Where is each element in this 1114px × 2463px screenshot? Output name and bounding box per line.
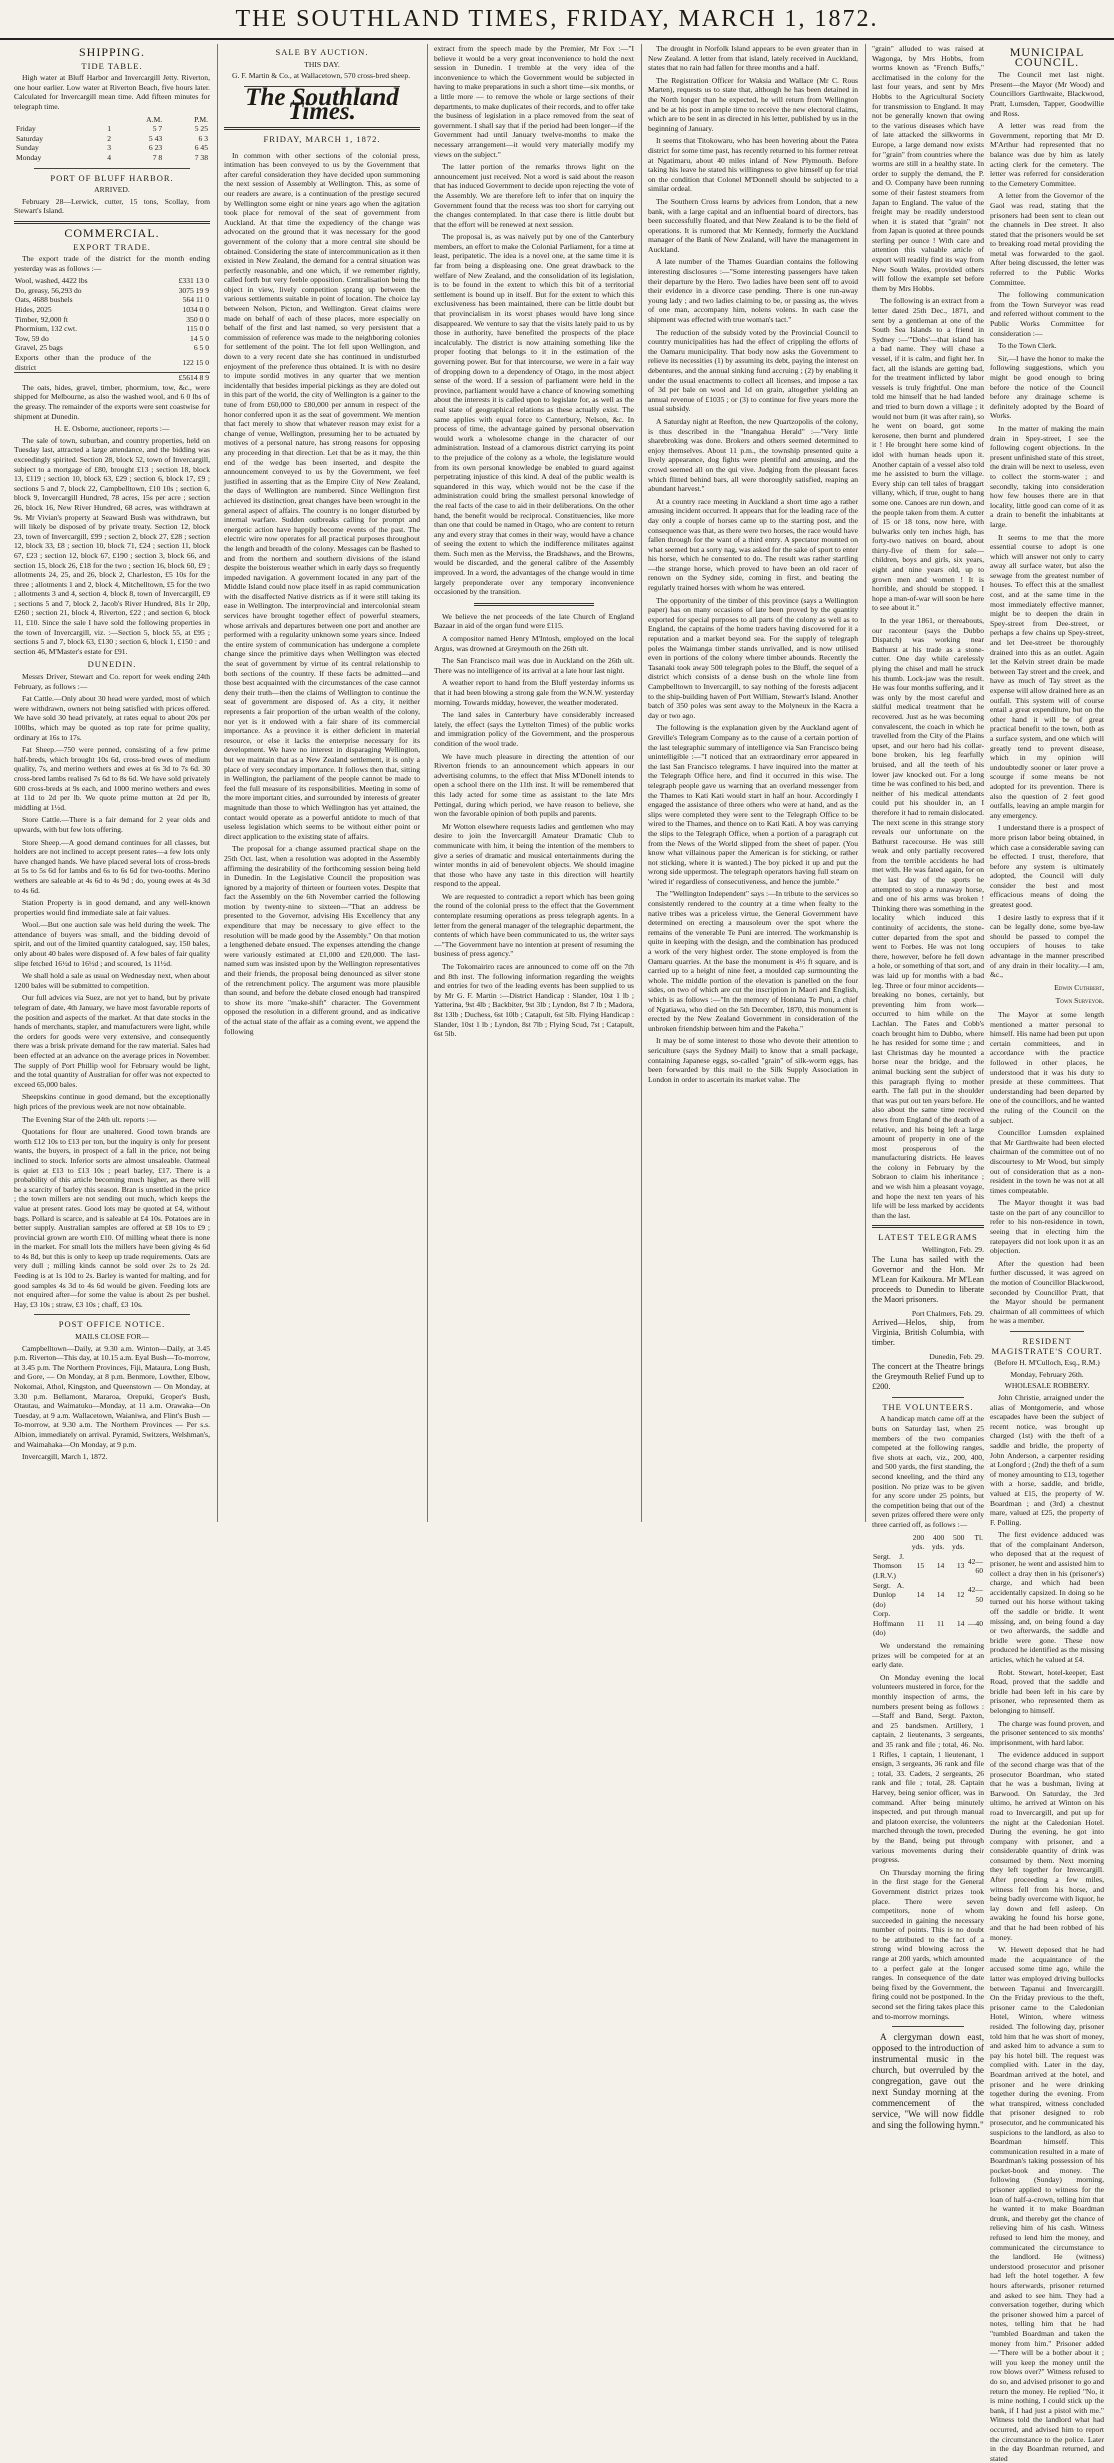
news-item: The Tokomairiro races are announced to come off on the 7th and 8th inst. The following information regarding the weights and entries for two of the leading events has been supplied to us by Mr G. F. Martin :—District Handicap : Slander, 10st 1 lb ; Yatterina, 9st 4lb ; Backbiter, 9st 3lb ; Lyndon, 8st 7 lb ; Madora, 8st 13lb ; Duchess, 6st 10lb ; Catapult, 6st 5lb. Flying Handicap : Slander, 10st 1 lb ; Lyndon, 8st 7lb ; Flying Scud, 7st ; Catapult, 6st 5lb. [434, 962, 634, 1039]
divider [34, 168, 190, 169]
divider [224, 127, 420, 130]
score-cell: 11 [936, 1618, 945, 1628]
news-item: We are requested to contradict a report which has been going the round of the colonial press to the effect that the Government contemplate resuming operations as press telegraph agents. In a letter from the general manager of the telegraphic department, the contents of which have been communicated to us, the writer says—"The Government have no intention at present of resuming the business of press agency." [434, 891, 634, 959]
post-signature: Invercargill, March 1, 1872. [22, 1452, 108, 1462]
export-value: 122 15 0 [182, 357, 209, 367]
export-item: Exports other than the produce of the district [15, 353, 151, 372]
council-paragraph: Councillor Lumsden explained that Mr Garthwaite had been elected chairman of the committee out of no discourtesy to Mr Wood, but simply out of consideration that as a non-resident in the town he was not at all times compeatable. [990, 1128, 1104, 1195]
telegram-text: The concert at the Theatre brings the Greymouth Relief Fund up to £200. [872, 1361, 984, 1391]
council-paragraph: I understand there is a prospect of more prison labor being obtained, in which case a considerable saving can be effected. I trust, therefore, that before any system is ultimately adopted, the Council will duly consider the best and most efficacious means of doing the greatest good. [990, 823, 1104, 910]
divider [872, 1225, 984, 1228]
news-item: The land sales in Canterbury have considerably increased lately, the effect (says the Lyttelton Times) of the public works and immigration policy of the Government, and the prosperous condition of the wool trade. [434, 710, 634, 748]
scores-table [872, 1533, 984, 1639]
export-item: Do, greasy, 56,293 do [15, 285, 82, 295]
news-item: A weather report to hand from the Bluff yesterday informs us that it had been blowing a strong gale from the W.N.W. yesterday morning. Towards midday, however, the weather moderated. [434, 678, 634, 707]
page-columns [14, 44, 1104, 2463]
dunedin-paragraph: Fat Sheep.—750 were penned, consisting of a few prime half-breds, which brought 10s 6d, cross-bred ewes of medium quality, 7s, and merino wethers and ewes at 6s 3d to 7s 6d. 30 cross-bred lambs realised 7s 6d to 8s 6d. We have sold privately 600 cross-breds at 9s each, and 1000 merino wethers and ewes at 11d to 2d per lb. We quote prime mutton at 2d per lb, middling at 1½d. [14, 745, 210, 812]
tide-date: 3 [107, 143, 112, 153]
column-5-right [990, 44, 1104, 2463]
dunedin-paragraph: Store Cattle.—There is a fair demand for 2 year olds and upwards, with but few lots offering. [14, 815, 210, 834]
telegram-text: Arrived—Helos, ship, from Virginia, British Columbia, with timber. [872, 1318, 984, 1348]
export-item: Gravel, 25 bags [15, 343, 63, 353]
export-value: 1034 0 0 [182, 305, 209, 315]
council-paragraph: A letter from the Governor of the Gaol was read, stating that the prisoners had been sent to clean out the channels in Dee street. It also stated that the prisoners would be set to breaking road metal providing the metal was forwarded to the gaol. After being discussed, the letter was referred to the Public Works Committee. [990, 191, 1104, 287]
export-value: 14 5 0 [190, 333, 209, 343]
news-item: In the year 1861, or thereabouts, our raconteur (says the Dubbo Dispatch) was working near Bathurst at his trade as a stone-cutter. One day while carelessly plying the chisel and mall he struck his thumb. Lock-jaw was the result. He was four months suffering, and it was only by the most careful and skilful medical treatment that he recovered. Just as he was becoming convalescent, the coach in which he travelled from the City of the Plains upset, and our hero had his collar-bone broken, his leg fearfully bruised, and all the teeth of his lower jaw knocked out. For a long time he was confined to his bed, and neither of his medical attendants could put his shoulder in, an I therefore it had to remain dislocated. The next scene in this strange story reveals our unfortunate on the Bathurst racecourse. He was still weak and only partially recovered from the terrible accidents he had met with. He was fated again, for on the last day of the sports he attempted to stop a runaway horse, and one of his arms was broken ! Thinking there was something in the locality which induced this continuity of accidents, the stone-cutter departed from the spot and went to Forbes. He was not long there, however, before he fell down a hole, or something of that sort, and was laid up for months with a bad leg. Three or four minor accidents—breaking no bones, certainly, but preventing him from work—occurred to him while on the Lachlan. The Fates and Cobb's coach brought him to Dubbo, where he has resided for some time ; and last Christmas day he mounted a horse near the bridge, and the animal bucking sent the subject of this paragraph flying to mother earth. The fall put in the shoulder that was put out ten years before. He also about the same time received news from England of the death of a relative, and his being left a large amount of property in one of the most prosperous of the manufacturing districts. He leaves the colony in February by the Sobraon to claim his inheritance ; and we wish him a pleasant voyage, and hope the next ten years of his life will be less marked by accidents than the last. [872, 616, 984, 1220]
export-item: Timber, 92,000 ft [15, 314, 68, 324]
volunteers-heading: THE VOLUNTEERS. [882, 1401, 974, 1412]
municipal-council-heading: MUNICIPAL COUNCIL. [1009, 45, 1085, 69]
news-item: The opportunity of the timber of this province (says a Wellington paper) has on many occasions of late been proved by the quantity exported for special purposes to all parts of the colony as well as to England, the captains of the home traders having discovered for it a reputation and a market beyond sea. For the supply of telegraph poles the Waimanga timber stands unrivalled, and is now utilised even in portions of the colony where timber abounds. Recently the Tasanaki took away 500 telegraph poles to the Bluff, the sequel of a district which consists of a dense bush on the whole line from Campbelltown to Invercargill, to say nothing of the forests adjacent to the ship-building haven of Port William, Stewart's Island. Another batch of 350 poles was sent away to the Molyneux in the Kacra a day or two ago. [648, 595, 858, 720]
export-value: 3075 19 9 [178, 285, 209, 295]
tide-day: Monday [16, 152, 42, 162]
flag-title: The Southland Times. [245, 83, 399, 126]
news-item: The drought in Norfolk Island appears to be even greater than in New Zealand. A letter from that island, lately received in Auckland, states that no rain had fallen for three months and a half. [648, 44, 858, 73]
tide-am: 5 43 [148, 133, 163, 143]
dunedin-paragraph: We shall hold a sale as usual on Wednesday next, when about 1200 bales will be submitted to competition. [14, 971, 210, 990]
council-paragraph: The Council met last night. Present—the Mayor (Mr Wood) and Councillors Garthwaite, Blackwood, Pratt, Lumsden, Tapper, Goodwillie and Ross. [990, 70, 1104, 118]
divider [892, 1397, 964, 1398]
court-paragraph: The first evidence adduced was that of the complainant Anderson, who deposed that at the request of prisoner, he went and assisted him to collect a dray then in his (prisoner's) charge, and which had been accidentally capsized. In doing so he turned out his horse without taking off the saddle or bridle. It went missing, and, on being found a day or two afterwards, the saddle and bridle were gone. These now produced he identified as the missing articles, which he valued at £4. [990, 1530, 1104, 1664]
tide-day: Saturday [16, 133, 43, 143]
news-item: The reduction of the subsidy voted by the Provincial Council to country municipalities has had the effect of crippling the efforts of the Oamaru municipality. That body now asks the Government to relieve its necessities (1) by assuming its debt, paying the interest on debentures, and the annual sinking fund accruing ; (2) by enabling it under the usual enactments to collect all licenses, and impose a tax of 3d per bale on wool and 1d on grain, altogether yielding an annual revenue of £1035 ; or (3) to continue for five years more the usual subsidy. [648, 327, 858, 414]
scores-header-cell: 400 [932, 1532, 945, 1542]
leader-paragraph: extract from the speech made by the Premier, Mr Fox :—"I believe it would be a very great inconvenience to hold the next session in Dunedin. I tremble at the very idea of the inconvenience to which the Government would be subjected in having to make preparations in such a short time—six months, or a little more — to remove the whole or large sections of their departments, to make duplicates of their records, and to offer take the business of legislation in a place removed from the seat of government. I shall say that if the period had been longer—if the Government had until January twelve-months to make the necessary arrangement—it would very materially modify my views on the subject." [434, 44, 634, 159]
news-item: Mr Wotton elsewhere requests ladies and gentlemen who may desire to join the Invercargill Amateur Dramatic Club to communicate with him, it being the intention of the members to give a series of dramatic and musical entertainments during the winter months in aid of benevolent objects. We should imagine that those who have any taste in this direction will heartily respond to the appeal. [434, 821, 634, 889]
shipping-heading: SHIPPING. [78, 45, 145, 59]
council-paragraph: The Mayor thought it was bad taste on the part of any councillor to refer to his non-residence in town, seeing that in electing him the ratepayers did not look upon it as an objection. [990, 1198, 1104, 1256]
export-row [14, 315, 210, 325]
post-office-heading: POST OFFICE NOTICE. [58, 1319, 166, 1330]
arrived-label: ARRIVED. [94, 185, 130, 195]
council-paragraph: The Mayor at some length mentioned a matter personal to himself. His name had been put upon certain committees, and in accordance with the practice followed in other places, he understood that it was his duty to preside at these committees. That understanding had been departed by one of the councillors, and he wanted the ruling of the Council on the subject. [990, 1010, 1104, 1125]
score-total: —40 [967, 1618, 983, 1628]
export-item: Hides, 2025 [15, 305, 52, 315]
tide-header-cell: A.M. [146, 114, 163, 124]
score-cell: 11 [916, 1618, 925, 1628]
council-paragraph: I desire lastly to express that if it can be legally done, some bye-law should be passed to compel the occupiers of houses to take advantage in the manner prescribed of any drain in their locality.—I am, &c., [990, 912, 1104, 980]
news-item: "grain" alluded to was raised at Wagonga, by Mrs Hobbs, from worms known as "French Buffs," acclimatised in the colony for the last four years, and sent by Mrs Hobbs to the Agricultural Society for transmission to England. It may not be generally known that owing to the various diseases which have of late attacked the silkworms in Europe, a large demand now exists for "grain" from countries where the worms are still in a healthy state. In order to supply the demand, the P. and O. Company have been running some of their fastest steamers from Japan to England. The value of the freight may be readily understood when it is stated that "grain" not from Japan is quoted at three pounds sterling per ounce ! With care and attention this valuable article of export will readily find its way from New South Wales, provided others will follow the example set before them by Mrs Hobbs. [872, 44, 984, 293]
osborne-heading: H. E. Osborne, auctioneer, reports :— [54, 424, 170, 434]
council-paragraph: A letter was read from the Government, reporting that Mr D. M'Arthur had represented that no balance was due by him as lately acting clerk for the cemetery. The letter was referred for consideration to the Cemetery Committee. [990, 121, 1104, 188]
score-cell: 13 [956, 1561, 965, 1571]
court-heading: RESIDENT MAGISTRATE'S COURT. [991, 1336, 1103, 1356]
tide-date: 4 [107, 152, 112, 162]
news-item: At a country race meeting in Auckland a short time ago a rather amusing incident occurred. It appears that for the leading race of the day only a couple of horses came up to the starting post, and the consequence was that, as there were two horses, the race would have fallen through for the want of a third entry. A spectator mounted on what seemed but a sorry nag, was asked for the sake of sport to enter his horse, which he consented to do. The result was rather startling—the strange horse, which proved to have been an old racer of renown on the Sydney side, coming in first, and beating the regularly trained horses with whom he was entered. [648, 496, 858, 593]
export-row [14, 305, 210, 315]
commercial-heading: COMMERCIAL. [64, 225, 160, 240]
scores-header-cell: 500 [953, 1532, 965, 1542]
leader-paragraph: The proposal is, as was naively put by one of the Canterbury members, an effort to make the Colonial Parliament, for a time at least, peripatetic. The idea is a novel one, at the same time it is far from being a displeasing one. One great drawback to the welfare of New Zealand, and the consolidation of its legislation, is to be found in the extent to which this bit of a territorial settlement is bound up in itself. But for the extent to which this exclusiveness has been maintained, there can be little doubt but that provincialism in its worst phases would have long since disappeared. We venture to say that the visits lately paid to us by those in authority, have benefited the prospects of the place incalculably. The district is now attaining something like the proper footing that belongs to it in the estimation of the governing power. But for that intercourse, we were in a fair way of dropping down to a dependency of Otago, in the most abject sense of the word. If a session of parliament were held in the province, parliament would have a chance of knowing something about the interests it is called upon to legislate for, as well as the real state of geographical relations as these actually exist. The same applies with equal force to Canterbury, Nelson, &c. In process of time, the advantage gained by personal observation would work a wholesome change in the character of our administration. Instead of a clamorous district carrying its point to the prejudice of the colony as a whole, the legislature would from its own personal knowledge be enabled to guard against perpetrating injustice of this kind. A deal of the public wealth is squandered in this way, which would not be the case if the administration could bring the smallest personal knowledge of the real facts of the case to aid in their deliberations. On the other hand, the benefit would be reciprocal. Constituencies, like more than one that could be named in Otago, who are content to return any and every stray that comes in their way, would have a chance of seeing the extent to which the indifference militates against them. Such men as the Merviss, the Bradshaws, and the Browns, would be discarded, and the general calibre of the Assembly improved. In a word, the advantages of the change would in time largely preponderate over any temporary inconvenience occasioned by the transition. [434, 232, 634, 597]
dunedin-heading: DUNEDIN. [87, 659, 137, 670]
council-paragraph: The following communication from the Town Surveyor was read and referred without comment to the Public Works Committee for consideration :— [990, 290, 1104, 338]
export-item: Oats, 4688 bushels [15, 295, 73, 305]
export-intro: The export trade of the district for the month ending yesterday was as follows :— [14, 254, 210, 273]
news-item: It seems that Titokowaru, who has been hovering about the Patea district for some time past, has recently returned to his former retreat at Ngatimaru, about 40 miles inland of New Plymouth. Before taking his leave he stated his willingness to give himself up for trial on the condition that Colonel M'Donnell should be subjected to a similar ordeal. [648, 136, 858, 194]
scores-header-row [872, 1533, 984, 1543]
column-5 [872, 44, 1104, 2463]
scores-unit-cell: yds. [951, 1542, 965, 1552]
divider [14, 221, 210, 224]
export-row [14, 334, 210, 344]
export-row [14, 343, 210, 353]
export-row [14, 286, 210, 296]
mails-text: Campbelltown—Daily, at 9.30 a.m. Winton—Daily, at 3.45 p.m. Riverton—This day, at 10.15 a.m. Eyal Bush—To-morrow, at 3.45 p.m. The Northern Provinces, Fiji, Mataura, Long Bush, and Gore, — On Monday, at 8 p.m. Benmore, Lowther, Elbow, Nokomai, Athol, Kingston, and Queenstown — On Monday, at 3.30 p.m. Bellamont, Mararoa, Orepuki, Groper's Bush, Otautau, and Waimatuku—Monday, at 11 a.m. Orawaka—On Tuesday, at 9 a.m. Wallacetown, Waianiwa, and Flint's Bush — To-morrow, at 9.30 a.m. The Northern Provinces — Per s.s. Albion, immediately on arrival. Pyramid, Switzers, Welshman's, and Waimahaka—On Monday, at 9 p.m. [14, 1343, 210, 1449]
sale-text: G. F. Martin & Co., at Wallacetown, 570 cross-bred sheep. [232, 71, 411, 81]
dunedin-paragraph: Store Sheep.—A good demand continues for all classes, but holders are not inclined to accept present rates—a few lots only have changed hands. We have placed several lots of cross-breds at 5s to 5s 6d for lambs and 6s to 6s 6d for two-tooths. Merino wethers are saleable at 4s 6d to 4s 9d ; do, young ewes at 4s 3d to 4s 6d. [14, 837, 210, 895]
scores-units-row [872, 1542, 984, 1552]
tide-pm: 6 45 [194, 143, 208, 153]
closing-anecdote: A clergyman down east, opposed to the introduction of instrumental music in the church, but overruled by the congregation, gave out the next Sunday morning at the commencement of the service, "We will now fiddle and sing the following hymn." [872, 2032, 984, 2131]
divider [1010, 1331, 1084, 1332]
export-table [14, 276, 210, 383]
council-paragraph: In the matter of making the main drain in Spey-street, I see the following cogent objections. In the present unfinished state of this street, the drain will be next to useless, even to collect the storm-water ; and secondly, taking into consideration how few houses there are in that locality, little good can come of it as a drain to benefit the inhabitants at large. [990, 423, 1104, 529]
export-item: Phormium, 132 cwt. [15, 324, 78, 334]
export-value: 6 5 0 [193, 343, 209, 353]
arrived-text: February 28—Lerwick, cutter, 15 tons, Scollay, from Stewart's Island. [14, 196, 210, 216]
case-title: WHOLESALE ROBBERY. [1004, 1381, 1090, 1391]
council-paragraph: After the question had been further discussed, it was agreed on the motion of Councillor Blackwood, seconded by Councillor Pratt, that the Mayor should be permanent chairman of all committees of which he was a member. [990, 1258, 1104, 1326]
telegram-place: Wellington, Feb. 29. [921, 1245, 984, 1255]
telegram-item [872, 1245, 984, 1305]
volunteers-paragraph: On Monday evening the local volunteers mustered in force, for the monthly inspection of arms, the numbers present being as follows :—Staff and Band, Sergt. Paxton, and 25 bandsmen. Artillery, 1 captain, 2 lieutenants, 3 sergeants, and 35 rank and file ; total, 46. No. 1 Rifles, 1 captain, 1 lieutenant, 1 ensign, 3 sergeants, 36 rank and file ; total, 33. Cadets, 2 sergeants, 26 rank and file ; total, 28. Captain Harvey, being senior officer, was in command. After being minutely inspected, and put through manual and platoon exercise, the volunteers marched through the town, preceded by the Band, being put through various movements during their progress. [872, 1672, 984, 1865]
export-value: £331 13 0 [178, 276, 209, 286]
tide-row [14, 143, 210, 153]
telegram-place: Dunedin, Feb. 29. [929, 1352, 984, 1362]
export-note: The oats, hides, gravel, timber, phormium, tow, &c., were shipped for Melbourne, as also the washed wool, and 6 0 lbs of the greasy. The remainder of the exports were sent coastwise for shipment at Dunedin. [14, 382, 210, 421]
signature-title: Town Surveyor. [1055, 996, 1104, 1006]
letter-address: To the Town Clerk. [998, 341, 1057, 351]
news-item: The Southern Cross learns by advices from London, that a new bank, with a large capital and an influential board of directors, has been successfully floated, and that New Zealand is to be the field of operations. It is rumored that Mr Kennedy, formerly the Auckland manager of the Bank of New Zealand, will have the management in Auckland. [648, 196, 858, 254]
export-trade-heading: EXPORT TRADE. [73, 241, 151, 252]
sale-day: THIS DAY. [304, 59, 340, 69]
export-value: 115 0 0 [186, 324, 209, 334]
export-row [14, 276, 210, 286]
news-item: The San Francisco mail was due in Auckland on the 26th ult. There was no intelligence of its arrival at a late hour last night. [434, 656, 634, 675]
news-item: The following is the explanation given by the Auckland agent of Greville's Telegram Company as to the cause of a certain portion of the last telegraphic summary of intelligence via San Francisco being unintelligible :—"I noticed that an extraordinary error appeared in the last San Francisco telegrams. I have inquired into the matter at the Telegraph Office here, and find it occurred in this wise. The telegraph people gave us warning that an overland messenger from the Thames to Kati Kati would start in half an hour. Accordingly I engaged the assistance of three others who were at hand, and as the slips were completed they were sent to the Telegraph Office to be wired to the Thames, and thence on to Kati Kati. A boy was carrying the slips to the Telegraph Office, when a portion of a paragraph cut from the News of the World slipped from the sheet of paper. (You know what villainous paper the American is for sticking, or rather not sticking, where it is wanted.) The boy picked it up and put the wrong side uppermost. The telegraph operators having full steam on 'wired it' regardless of consecutiveness, and hence the jumble." [648, 723, 858, 886]
court-before: (Before H. M'Culloch, Esq., R.M.) [994, 1358, 1100, 1368]
signature-name: Edwin Cuthbert, [1054, 982, 1104, 992]
scores-unit-cell: yds. [911, 1542, 925, 1552]
export-value: 564 11 0 [182, 295, 209, 305]
tide-pm: 7 38 [194, 152, 208, 162]
news-item: It may be of some interest to those who devote their attention to sericulture (says the Sydney Mail) to know that a small package, containing Japanese eggs, so-called "grain" of silk-worm eggs, has been forwarded by this mail to the Silk Supply Association in London in order to ascertain its market value. The [648, 1036, 858, 1084]
court-paragraph: The charge was found proven, and the prisoner sentenced to six months' imprisonment, with hard labor. [990, 1718, 1104, 1747]
tide-intro: High water at Bluff Harbor and Invercargill Jetty. Riverton, one hour earlier. Low water at Riverton Beach, five hours later. Calculated for Invercargill mean time. Add fifteen minutes for telegraph time. [14, 73, 210, 111]
export-total-row [14, 373, 210, 383]
telegram-text: The Luna has sailed with the Governor and the Hon. Mr M'Lean for Kaikoura. Mr M'Lean proceeds to Dunedin to liberate the Maori prisoners. [872, 1254, 984, 1304]
newspaper-flag [224, 83, 420, 126]
news-item: A Saturday night at Reefton, the new Quartzopolis of the colony, is thus described in the "Inangahua Herald" :—"Very little sharebroking was done. Brokers and others seemed determined to enjoy themselves. About 11 p.m., the township presented quite a lively appearance, dog fights were plentiful and amusing, and the crowd seemed all on the qui vive. Judging from the pleasant faces which flitted behind bars, all were thoroughly satisfied, reaping an abundant harvest." [648, 416, 858, 494]
news-item: We have much pleasure in directing the attention of our Riverton friends to an announcement which appears in our advertising columns, to the effect that Miss M'Donell intends to open a school there on the 11th inst. It will be remembered that this lady acted for some time as assistant to the late Mrs Pettingal, during which period, we have reason to believe, she won the favorable opinion of both pupils and parents. [434, 751, 634, 819]
tide-am: 6 23 [148, 143, 163, 153]
export-row [14, 324, 210, 334]
sale-heading: SALE BY AUCTION. [275, 47, 369, 57]
tide-row [14, 134, 210, 144]
osborne-report: The sale of town, suburban, and country properties, held on Tuesday last, attracted a large attendance, and the bidding was exceedingly spirited. Section 28, block 52, town of Invercargill, subject to a mortgage of £80, brought £13 ; section 18, block 13, £119 ; section 10, block 63, £29 ; section 6, block 17, £9 ; sections 5 and 7, block 22, Campbelltown, £10 10s ; section 6, block 9, Invercargill Hundred, 78 acres, 15s per acre ; section 26, block 16, New River Hundred, 68 acres, was withdrawn at 9s. Mr Vivian's property at Seaward Bush was withdrawn, but will likely be disposed of by private treaty. Section 12, block 23, town of Invercargill, £99 ; section 2, block 27, £28 ; section 12, block 33, £8 ; section 10, block 71, £24 ; section 11, block 67, £23 ; section 12, block 67, £190 ; section 3, block 66, and section 15, block 26, £18 for the two ; section 16, block 60, £9 ; allotments 24, 25, and 26, block 2, Charleston, £5 10s for the three ; allotments 1 and 2, block 4, Mitchelltown, £5 for the two ; allotments 3 and 4, section 4, block 8, town of Invercargill, £9 ; sections 5 and 7, block 2, Jacob's River Hundred, 81s 1r 20p, £260 ; section 21, block 4, Riverton, £22 ; and section 6, block 11, £10. Since the sale I have sold the following properties in the town of Invercargill, viz. :—Section 5, block 55, at £95 ; sections 5 and 7, block 63, £130 ; section 6, block 1, £150 : and section 46, M'Master's estate for £91. [14, 435, 210, 656]
telegram-item [872, 1352, 984, 1392]
score-cell: 14 [936, 1590, 945, 1600]
telegram-place: Port Chalmers, Feb. 29. [911, 1308, 984, 1318]
tide-date: 1 [107, 124, 112, 134]
scores-row [872, 1609, 984, 1638]
export-row [14, 295, 210, 305]
dunedin-paragraph: Fat Cattle.—Only about 30 head were yarded, most of which were withdrawn, owners not being satisfied with prices offered. We have sold 30 head privately, at rates equal to about 20s per 100lbs, which may be quoted as top rate for prime quality, ordinary at 16s to 17s. [14, 694, 210, 742]
port-heading: PORT OF BLUFF HARBOR. [50, 172, 174, 183]
leader-paragraph: The proposal for a change assumed practical shape on the 25th Oct. last, when a resolution was adopted in the Assembly affirming the desirability of the forthcoming session being held in Dunedin. In the Legislative Council the proposition was ignored by a majority of thirteen or fourteen votes. Despite that fact the Assembly on the 6th November carried the following motion by twenty-nine to sixteen—"That an address be presented to the Governor, advising His Excellency that any expenditure that may be necessary to give effect to the resolution will be made good by the Assembly." On that motion a lengthened debate ensued. The expenses attending the change were variously estimated at £1,000 and £20,000. The last-named sum was insisted upon by the Wellington representatives and their friends, the proposal being denounced as silver stone of the retrenchment policy. The argument was more plausible than sound, and before the debate closed enough had transpired to show its more "make-shift" character. The Government opposed the resolution in a different ground, and as indicative of the actual state of the affair as a coming event, we append the following [224, 844, 420, 1036]
competitor-name: Sergt. A. Dunlop (do) [873, 1580, 905, 1609]
news-item: The following is an extract from a letter dated 25th Dec., 1871, and sent by a gentleman at one of the South Sea Islands to a friend in Sydney :—"'Dobs'—that island has a bad name. They will chase a vessel, if it is calm, and fight her. In fact, all the islands are getting bad, for the treatment inflicted by labor vessels is truly frightful. One man told me himself that he had landed and tried to burn down a village ; it would not burn (it was after rain), so he went on board, got some kerosene, then burnt and plundered it ! He brought here some kind of idol with human heads upon it. Another captain of a vessel also told me he assisted to burn the village. Every ship can tell tales of braggart villany, which, if true, ought to hang some one. Canoes are run down, and the people taken from them. A cutter of 15 or 18 tons, now here, with bulwarks only ten inches high, has forty-two natives on board, about thirty-five of them for sale—children, boys and girls, six years, eight and nine years old, up to grown men and women ! It is horrible, and should be stopped. I hope a man-of-war will soon be here to see about it." [872, 296, 984, 613]
tide-table [14, 115, 210, 163]
export-row [14, 353, 210, 373]
divider [892, 2026, 964, 2027]
column-4 [648, 44, 858, 1522]
dunedin-intro: Messrs Driver, Stewart and Co. report for week ending 24th February, as follows :— [14, 672, 210, 691]
tide-header-cell: P.M. [194, 114, 208, 124]
column-3 [434, 44, 634, 1522]
volunteers-paragraph: On Thursday morning the firing in the first stage for the General Government district prizes took place. There were seven competitors, none of whom succeeded in gaining the necessary number of points. This is no doubt to be attributed to the fact of a strong wind blowing across the range at 200 yards, which amounted to a perfect gale at the longer ranges. In consequence of the date being fixed by the Government, the firing could not be postponed. In the second set the firing takes place this and to-morrow mornings. [872, 1867, 984, 2021]
leader-paragraph: The latter portion of the remarks throws light on the announcement just received. Not a word is said about the reason that has induced Government to decide upon rejecting the vote of the Assembly. We are therefore left to infer that on inquiry the Government found that the recess was too short for carrying out the changes contemplated. In that case there is little doubt but that the effort will be renewed at next session. [434, 162, 634, 229]
score-cell: 14 [936, 1561, 945, 1571]
column-2 [224, 44, 420, 1522]
dunedin-paragraph: Quotations for flour are unaltered. Good town brands are worth £12 10s to £13 per ton, but the inquiry is only for present wants, the buyers, in prospect of a fall in the price, not being inclined to stock. Inferior sorts are almost unsaleable. Oatmeal is quiet at £13 to £13 10s ; pearl barley, £17. There is a probability of this article becoming much higher, as there will be a scarcity of barley this season. Bran is unsettled in the price ; the town millers are not sending out much, which keeps the value at present rates. Good lots may be quoted at £4, without bags. Pollard is scarce, and is saleable at £4 10s. Potatoes are in better supply. Australian samples are offered at £8 10s to £9 ; provincial grown are worth £10. Of milling wheat there is none in the market. For small lots the millers have been giving 4s 6d to 4s 8d, but this is only to keep up trade requirements. Oats are very dull ; milling kinds cannot be sold over 2s to 2s 2d. Feeding is at 1s 10d to 2s. Barley is wanted for malting, and for good samples 4s 3d to 4s 6d would be given. Feeding lots are not enquired after—for some the value is about 2s per bushel. Hay, £3 10s ; straw, £3 10s ; chaff, £3 10s. [14, 1127, 210, 1309]
divider [474, 603, 594, 606]
news-item: The Registration Officer for Waksia and Wallace (Mr C. Rous Marten), requests us to state that, although he has been detained in the North longer than he expected, he will return from Wellington and be at his post in ample time to receive the new electoral claims, which are to be sent in as directed in his letter, published by us in the beginning of January. [648, 75, 858, 133]
export-total: £5614 8 9 [152, 373, 210, 383]
tide-day: Friday [16, 124, 36, 134]
tide-day: Sunday [16, 143, 39, 153]
dunedin-paragraph: Station Property is in good demand, and any well-known properties would find immediate sale at fair values. [14, 898, 210, 917]
leader-paragraph: In common with other sections of the colonial press, intimation has been conveyed to us by the Government that after careful consideration they have decided upon summoning the next session of Assembly at Wellington. This, as some of our readers are aware, is a continuation of the prestige secured by Wellington some eight or nine years ago when the agitation took place for removal of the seat of government from Auckland. At that time the expediency of the change was advocated on the ground that it was necessary for the good government of the colony that a more central site should be obtained. Considering the state of intercommunication as it then existed in New Zealand, the demand for a central situation was perfectly reasonable, and one which, if we remember rightly, called forth but very feeble opposition. Centralisation being the object in view, lively competition sprang up between the various settlements suitable in point of location. The choice lay between Nelson, Picton, and Wellington. Great claims were made on behalf of each of these places, more especially on behalf of the first and last named, so very persistent that a commission of reference was made to the neighboring colonies for settlement of the point. The lot fell upon Wellington, and down to a very recent date she has continued in undisturbed enjoyment of the preference thus obtained. It is with no desire to impute sordid motives in any quarter that we mention incidentally that besides imperial pickings as they are doled out in this part of the world, the city of Wellington is a gainer to the tune of from £60,000 to £80,000 per annum in respect of the honor conferred upon it as the seat of government. We mention that fact merely to show that whatever reason may exist for a change of venue, Wellington, presuming her to be actuated by motives of a personal nature, has strong reasons for opposing any proceeding in that direction. Let that be as it may, the thin end of the wedge has been inserted, and despite the announcement conveyed to us by the Government, we feel justified in asserting that as the Empire City of New Zealand, the days of Wellington are numbered. Since Wellington first achieved its distinction, great changes have been wrought in the general aspect of affairs. The country is no longer disturbed by internal warfare. Sudden outbreaks calling for prompt and energetic action have happily become events of the past. The electric wire now operates for all practical purposes throughout the length and breadth of the colony. Messages can be flashed to and from the northern and southern divisions of the island despite the boisterous weather which in early days so frequently impeded navigation. A government located in any part of the Middle Island could now place itself in as rapid communication with the disaffected Native districts as if it were still taking its ease in Wellington. The interprovincial and intercolonial steam services have brought together effect of powerful steamers, whose arrivals and departures between one port and another are performed with a regularity unknown some years since. Indeed the entire system of communication has undergone a complete change since the primitive days when Wellington was elected the seat of government by virtue of its central relationship to both sections of the country. If these facts be admitted—and those best acquainted with the circumstances of the case cannot deny their truth—then the claims of Wellington to continue the seat of government are disposed of. As a city, it neither represents a fair proportion of the urban wealth of the colony, nor yet is it endowed with a fair share of its commercial importance. As a province it is either deficient in material resource, or else it lacks the enterprise necessary for its development. We have no interest in disparaging Wellington, but we maintain that as a New Zealand settlement, it is only a place of very secondary importance. It follows then that, sitting in Wellington, the parliament of the people cannot be made to feel the full measure of its responsibilities. Meeting in some of the more important cities, and surrounded by interests of greater magnitude than those to which Wellington has yet attained, the contact would operate as a powerful antidote to much of that useless legislation which seems to be without either point or direct application to the existing state of affairs. [224, 150, 420, 841]
scores-header-cell: Tl. [974, 1532, 983, 1542]
telegrams-heading: LATEST TELEGRAMS [878, 1232, 978, 1243]
dunedin-paragraph: The Evening Star of the 24th ult. reports :— [22, 1114, 157, 1124]
dunedin-paragraph: Sheepskins continue in good demand, but the exceptionally high prices of the previous week are not now obtainable. [14, 1092, 210, 1111]
mails-label: MAILS CLOSE FOR— [75, 1332, 149, 1342]
score-cell: 14 [916, 1590, 925, 1600]
competitor-name: Corp. Hoffmann (do) [873, 1609, 905, 1638]
scores-header-cell: 200 [912, 1532, 925, 1542]
news-item: A late number of the Thames Guardian contains the following interesting disclosures :—"Some interesting passengers have taken their departure by the Hero. Two ladies have been sent off to avoid their evidence in a divorce case pending. There is one run-away young lady ; and two ladies claiming to be, or passing as, the wives of one man, accompany him, nolens volens. In each case the shipment was effected with true woman's tact." [648, 257, 858, 325]
council-paragraph: Sir,—I have the honor to make the following suggestions, which you might be good enough to bring before the notice of the Council before any drainage scheme is definitely adopted by the Board of Works. [990, 353, 1104, 421]
volunteers-paragraph: We understand the remaining prizes will be competed for at an early date. [872, 1641, 984, 1670]
tide-header-cell [14, 115, 93, 125]
scores-row [872, 1552, 984, 1581]
tide-pm: 6 3 [198, 133, 208, 143]
newspaper-masthead-title: THE SOUTHLAND TIMES, FRIDAY, MARCH 1, 1872. [235, 6, 879, 32]
dunedin-paragraph: Wool.—But one auction sale was held during the week. The attendance of buyers was small, and the bidding devoid of spirit, and out of the limited quantity catalogued, say, 150 bales, only about 40 bales were disposed of. A few bales of fair quality slipe fetched 16½d to 16½d ; and scoured, 1s 11½d. [14, 920, 210, 968]
column-1 [14, 44, 210, 1522]
tide-row [14, 124, 210, 134]
tide-am: 5 7 [152, 124, 163, 134]
column-5-left [872, 44, 984, 2131]
news-item: The "Wellington Independent" says :—In tribute to the services so consistently rendered to the country at a time when fealty to the native tribes was a priceless virtue, the General Government have determined on erecting a mausoleum over the spot where the remains of the venerable Te Puni are interred. The workmanship is quite in keeping with the design, and the combination has produced a work of the very highest order. The stone employed is from the Oamaru quarries. At the base the monument is 4½ ft square, and is carried up to a height of nine feet, a moulded cap surmounting the whole. The middle portion of the elevation is panelled on the four sides, on two of which are cut the inscription in Maori and English, which is as follows :—"In the memory of Honiana Te Puni, a chief of Ngatiawa, who died on the 5th December, 1870, this monument is erected by the New Zealand Government in consideration of the unbroken friendship between him and the Pakeha." [648, 889, 858, 1033]
score-cell: 15 [916, 1561, 925, 1571]
tide-am: 7 8 [152, 152, 163, 162]
dateline: FRIDAY, MARCH 1, 1872. [263, 133, 381, 144]
dunedin-paragraph: Our full advices via Suez, are not yet to hand, but by private telegram of date, 4th January, we have most favorable reports of the position and aspects of the market. At that date stocks in the hands of merchants, stapler, and manufacturers were light, while the orders for goods were very extensive, and consequently there was a brisk private demand for the raw material. Sales had been effected at an advance on the average prices in November. The supply of Port Phillip wool for February would be light, and the total quantity of Australian for offer was not expected to exceed 65,000 bales. [14, 993, 211, 1089]
court-paragraph: Robt. Stewart, hotel-keeper, East Road, proved that the saddle and bridle had been left in his care by prisoner, who represented them as belonging to himself. [990, 1667, 1104, 1715]
court-paragraph: John Christie, arraigned under the alias of Montgomerie, and whose escapades have been the subject of recent notice, was brought up charged (1st) with the theft of a saddle and bridle, the property of John Anderson, a carpenter residing at Longford ; (2nd) the theft of a sum of money amounting to £13, together with a horse, saddle, and bridle, valued at £15, the property of W. Boardman ; and (3rd) a chestnut mare, valued at £25, the property of F. Polling. [990, 1392, 1104, 1527]
court-paragraph: The evidence adduced in support of the second charge was that of the prosecutor Boardman, who stated that he was a bushman, living at Barwood. On Saturday, the 3rd ultimo, he arrived at Winton on his road to Invercargill, and put up for the night at the Caledonian Hotel. During the evening, he got into company with prisoner, and a considerable quantity of drink was consumed by them. Next morning they left together for Invercargill. After proceeding a few miles, witness fell from his horse, and being badly overcome with liquor, he lay down and fell asleep. On awaking he found his horse gone, and that he had been robbed of his money. [990, 1750, 1104, 1942]
export-value: 350 0 0 [186, 314, 209, 324]
scores-unit-cell: yds. [931, 1542, 945, 1552]
export-item: Tow, 59 do [15, 333, 49, 343]
news-item: We believe the net proceeds of the late Church of England Bazaar in aid of the organ fund were £115. [434, 611, 634, 631]
tide-row [14, 153, 210, 163]
council-paragraph: It seems to me that the more essential course to adopt is one which will answer not only to carry away all surface water, but also the sewage from the greatest number of houses. To effect this at the smallest cost, and at the same time in the most immediately effective manner, might be to deepen the drain in Spey-street from Dee-street, or perhaps a few chains up Spey-street, and let Dee-street be thoroughly drained into this as an outlet. Again let the Kelvin street drain be made between Tay street and the creek, and have as much of Tay street as the expense will allow drained here as an outfall. This system will of course entail a great expenditure, but on the other hand it will be of great practical benefit to the town, both as a surface system, and one which will greatly tend to prevent disease, which in my opinion will undoubtedly sooner or later prove a scourge if some means be not adopted for its prevention. There is also the question of 2 feet good outfalls, leaving an ample margin for any emergency. [990, 532, 1104, 820]
telegram-item [872, 1309, 984, 1349]
divider [34, 1314, 190, 1315]
volunteers-paragraph: A handicap match came off at the butts on Saturday last, when 25 members of the two companies competed at the following ranges, five shots at each, viz., 200, 400, and 500 yards, the first standing, the second kneeling, and the third any position. No prize was to be given for any score under 25 points, but the competition being that out of the seven prizes offered there were only three carried off, as follows :— [872, 1414, 984, 1529]
export-item: Wool, washed, 4422 lbs [15, 276, 88, 286]
tide-table-heading: TIDE TABLE. [81, 60, 143, 71]
score-total: 42—50 [967, 1585, 983, 1604]
score-total: 42—60 [967, 1556, 983, 1576]
tide-date: 2 [107, 133, 112, 143]
news-item: A compositor named Henry M'Intosh, employed on the local Argus, was drowned at Greymouth on the 26th ult. [434, 634, 634, 653]
competitor-name: Sergt. J. Thomson (I.R.V.) [873, 1551, 905, 1580]
score-cell: 12 [956, 1590, 965, 1600]
scores-row [872, 1581, 984, 1610]
masthead [0, 0, 1114, 40]
tide-pm: 5 25 [194, 124, 208, 134]
court-date: Monday, February 26th. [1010, 1369, 1084, 1379]
tide-header-row [14, 115, 210, 125]
court-paragraph: W. Hewett deposed that he had made the acquaintance of the accused some time ago, while the latter was employed driving bullocks between Tapanui and Invercargill. On the Friday previous to the theft, prisoner came to the Caledonian Hotel, Winton, where witness resided. The following day, prisoner told him that he was short of money, and asked him to advance a sum to pay his hotel bill. The request was complied with. Later in the day, Boardman arrived at the hotel, and prisoner and he were drinking together during the evening. From what transpired, witness concluded that prisoner designed to rob prosecutor, and he communicated his suspicions to the landlord, as also to Boardman himself. This communication resulted in a mate of Boardman's taking possession of his pocket-book and money. The following (Sunday) morning, prisoner applied to witness for the loan of half-a-crown, telling him that he wanted it to make Boardman drunk, and thereby get the chance of relieving him of his cash. Witness refused to lend him the money, and communicated the circumstance to the landlord. He (witness) understood prosecutor and prisoner had left the hotel together. A few hours afterwards, prisoner returned and asked to see him. They had a conversation together, during which the prisoner showed him a parcel of notes, telling him that he had "tumbled Boardman and taken the money from him." Prisoner added—"There will be a bother about it ; will you keep the money until the row blows over?" Witness refused to do so, and advised prisoner to go and return the money. He replied "No, it is mine nothing, I could stick up the bank, if I had just a pistol with me." Witness told the landlord what had occurred, and advised him to report the circumstance to the police. Later in the day Boardman returned, and stated [990, 1945, 1104, 2463]
score-cell: 14 [956, 1618, 965, 1628]
